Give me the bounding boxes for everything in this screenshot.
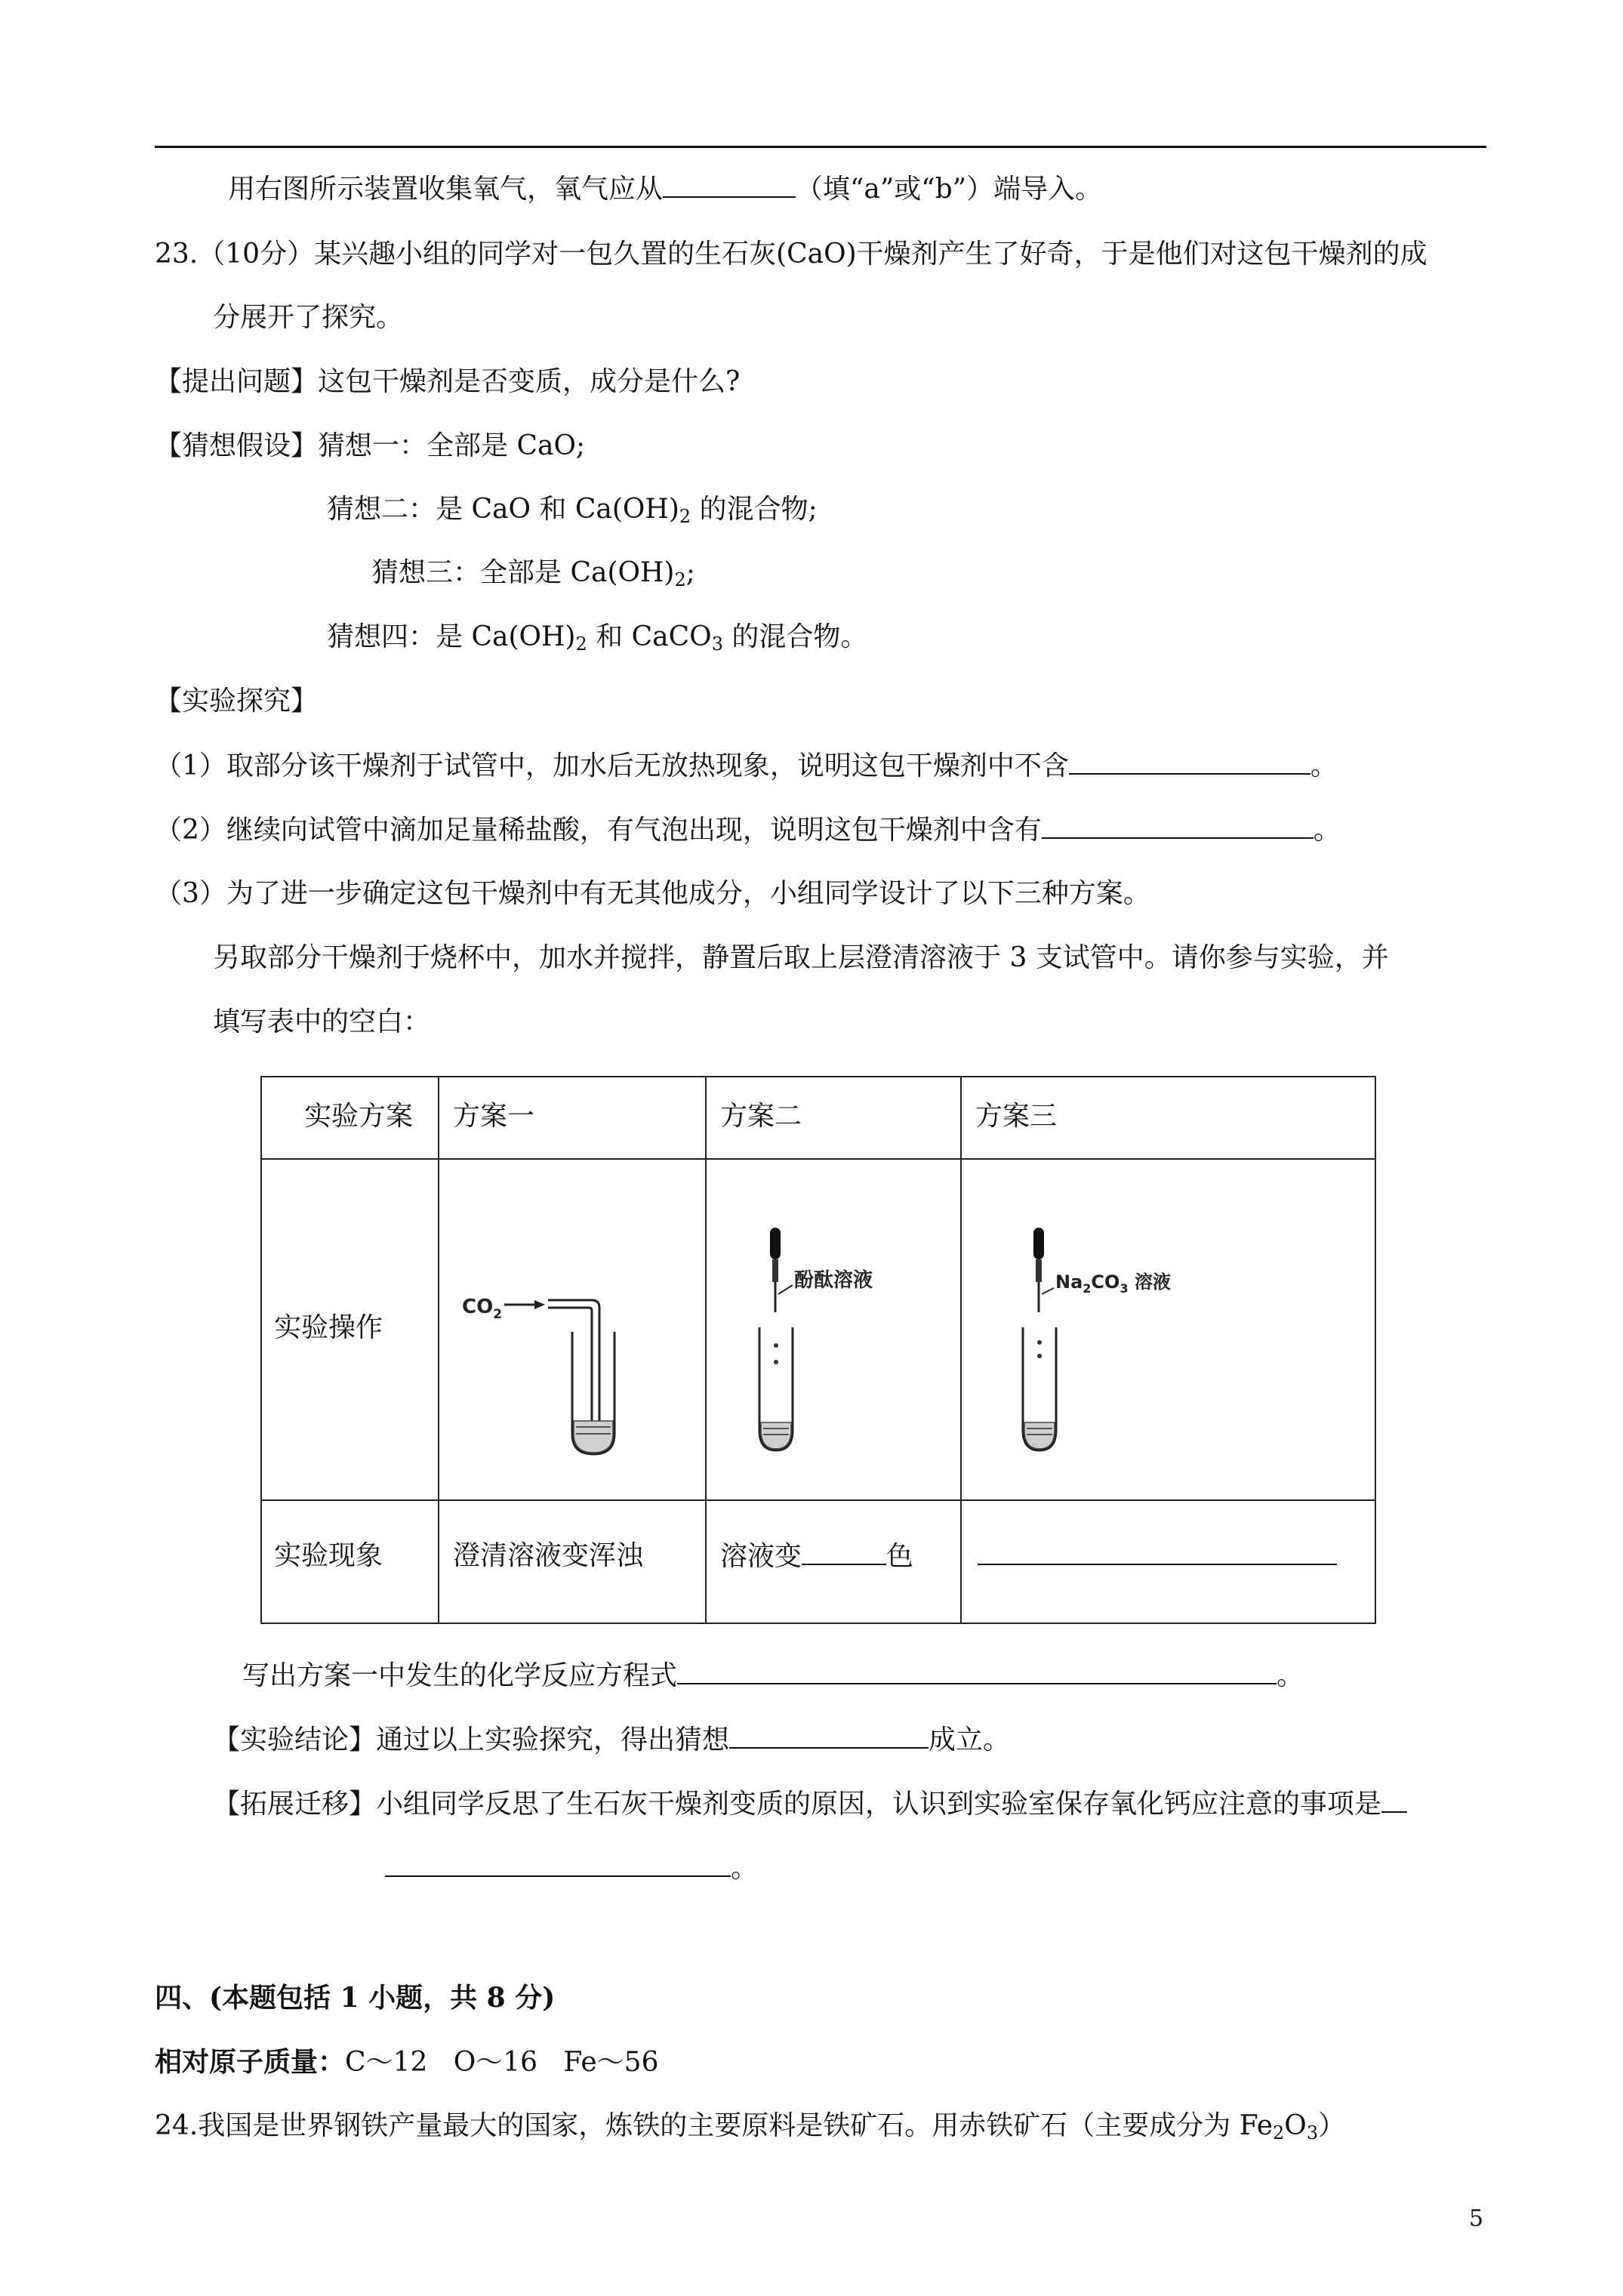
- co2-tube-diagram: [438, 1158, 705, 1499]
- hypothesis-2: [327, 492, 818, 528]
- step-1: [155, 747, 1338, 784]
- co2-label: $CO_2$: [462, 1296, 503, 1322]
- tube-liquid: [1024, 1422, 1055, 1449]
- header-rule: [155, 146, 1486, 148]
- experiment-heading: 【实验探究】: [155, 686, 319, 717]
- subscript: 2: [575, 633, 587, 655]
- dropper-bulb: [770, 1228, 781, 1259]
- hypothesis-2-tail: 的混合物;: [691, 494, 818, 525]
- atomic-mass-label: 相对原子质量：: [155, 2046, 346, 2078]
- step-3: （3）为了进一步确定这包干燥剂中有无其他成分，小组同学设计了以下三种方案。: [155, 878, 1150, 909]
- conclusion-end: 成立。: [929, 1724, 1011, 1755]
- q24-mid: O: [1284, 2110, 1307, 2141]
- subscript: 2: [679, 506, 691, 527]
- hypothesis-3-text: 猜想三：全部是 Ca(OH): [371, 557, 675, 588]
- tube-liquid: [761, 1422, 791, 1449]
- operation-row-label: 实验操作: [274, 1312, 383, 1343]
- hypothesis-2-text: 猜想二：是 CaO 和 Ca(OH): [327, 494, 679, 525]
- extension-line: [213, 1786, 1407, 1823]
- step-2-end: 。: [1313, 815, 1341, 846]
- answer-blank[interactable]: [385, 1850, 731, 1877]
- dropper-body: [772, 1259, 778, 1282]
- plan-2-phenomenon-tail: 色: [886, 1541, 914, 1572]
- equation-prompt: 写出方案一中发生的化学反应方程式: [242, 1660, 678, 1691]
- na2co3-label: $Na_2CO_3$ 溶液: [1055, 1271, 1171, 1296]
- step-2-text: （2）继续向试管中滴加足量稀盐酸，有气泡出现，说明这包干燥剂中含有: [155, 815, 1042, 846]
- header-label-cell: 实验方案: [304, 1101, 414, 1132]
- subscript: 3: [1306, 2122, 1319, 2143]
- plan-2-header: 方案二: [720, 1101, 802, 1132]
- drop: [774, 1360, 778, 1364]
- hypothesis-4: [327, 619, 867, 655]
- hypothesis-heading: 【猜想假设】: [155, 430, 319, 461]
- dropper-bulb: [1033, 1228, 1044, 1259]
- hypothesis-4-text: 猜想四：是 Ca(OH): [327, 621, 576, 652]
- q23-intro-text: （10分）某兴趣小组的同学对一包久置的生石灰(CaO)干燥剂产生了好奇，于是他们对这包干燥剂的成: [198, 239, 1427, 270]
- question-text: 这包干燥剂是否变质，成分是什么?: [318, 366, 741, 397]
- plan-1-header: 方案一: [453, 1101, 535, 1132]
- step-1-text: （1）取部分该干燥剂于试管中，加水后无放热现象，说明这包干燥剂中不含: [155, 750, 1069, 781]
- arrow-head: [534, 1300, 545, 1309]
- step-2: [155, 812, 1341, 849]
- conclusion-text: 通过以上实验探究，得出猜想: [376, 1724, 730, 1755]
- step-3-line3: 填写表中的空白：: [213, 1006, 431, 1037]
- subscript: 2: [674, 569, 686, 590]
- drop: [1037, 1354, 1042, 1358]
- extension-text: 小组同学反思了生石灰干燥剂变质的原因，认识到实验室保存氧化钙应注意的事项是: [376, 1789, 1382, 1820]
- label-pointer: [1042, 1288, 1054, 1294]
- answer-blank[interactable]: [978, 1538, 1337, 1565]
- q23-line2: 分展开了探究。: [213, 302, 404, 333]
- q24-tail: ）: [1318, 2110, 1346, 2141]
- answer-blank[interactable]: [1069, 747, 1310, 775]
- question-section: [155, 364, 740, 400]
- page-number: 5: [1469, 2205, 1484, 2232]
- conclusion-line: [213, 1721, 1010, 1758]
- step-1-end: 。: [1310, 750, 1338, 781]
- answer-blank[interactable]: [663, 171, 796, 198]
- extension-end: 。: [731, 1853, 759, 1884]
- phenolphthalein-label: 酚酞溶液: [794, 1269, 873, 1292]
- hypothesis-1: 猜想一：全部是 CaO;: [318, 430, 586, 461]
- atomic-mass-values: C～12 O～16 Fe～56: [345, 2047, 659, 2078]
- answer-blank[interactable]: [677, 1657, 1277, 1684]
- sodium-carbonate-dropper-diagram: [960, 1158, 1376, 1499]
- plan-1-phenomenon: 澄清溶液变浑浊: [453, 1540, 644, 1571]
- phenolphthalein-dropper-diagram: [705, 1158, 960, 1499]
- plan-2-phenomenon-text: 溶液变: [720, 1541, 802, 1572]
- oxygen-collection-text: 用右图所示装置收集氧气，氧气应从: [228, 174, 664, 205]
- subscript: 2: [1273, 2122, 1285, 2143]
- hypothesis-4-tail: 的混合物。: [722, 621, 868, 652]
- hypothesis-1-line: [155, 428, 585, 464]
- drop: [1037, 1340, 1042, 1345]
- question-number: 23.: [155, 239, 199, 270]
- plan-2-phenomenon: [720, 1538, 913, 1575]
- plan-3-header: 方案三: [975, 1101, 1058, 1132]
- hypothesis-4-mid: 和 CaCO: [587, 621, 712, 652]
- subscript: 3: [711, 633, 723, 655]
- extension-line2: [385, 1850, 758, 1887]
- hypothesis-3: [371, 555, 695, 591]
- answer-blank[interactable]: [1381, 1786, 1407, 1813]
- answer-blank[interactable]: [729, 1721, 929, 1749]
- extension-heading: 【拓展迁移】: [213, 1789, 377, 1820]
- oxygen-collection-line: [228, 171, 1102, 208]
- answer-blank[interactable]: [1042, 812, 1313, 839]
- tube-liquid: [574, 1421, 613, 1453]
- q24-text: 24.我国是世界钢铁产量最大的国家，炼铁的主要原料是铁矿石。用赤铁矿石（主要成分为 Fe: [155, 2110, 1273, 2141]
- experiment-table: [260, 1076, 1376, 1624]
- hypothesis-3-tail: ;: [685, 557, 695, 588]
- plan-3-phenomenon: [978, 1538, 1337, 1575]
- q24-line: [155, 2108, 1345, 2144]
- step-3-line2: 另取部分干燥剂于烧杯中，加水并搅拌，静置后取上层澄清溶液于 3 支试管中。请你参与实验，并: [213, 942, 1389, 973]
- label-pointer: [778, 1285, 793, 1294]
- phenomenon-row-label: 实验现象: [274, 1540, 383, 1571]
- oxygen-collection-suffix: （填“a”或“b”）端导入。: [796, 174, 1103, 205]
- equation-end: 。: [1277, 1660, 1304, 1691]
- question-heading: 【提出问题】: [155, 366, 319, 397]
- section-4-heading: 四、(本题包括 1 小题，共 8 分): [155, 1982, 556, 2014]
- answer-blank[interactable]: [802, 1538, 886, 1565]
- q23-line1: [155, 236, 1427, 273]
- drop: [774, 1343, 778, 1348]
- dropper-body: [1036, 1259, 1042, 1282]
- equation-line: [242, 1657, 1304, 1694]
- atomic-mass-line: [155, 2044, 658, 2081]
- table-divider: [262, 1499, 1375, 1501]
- conclusion-heading: 【实验结论】: [213, 1724, 377, 1755]
